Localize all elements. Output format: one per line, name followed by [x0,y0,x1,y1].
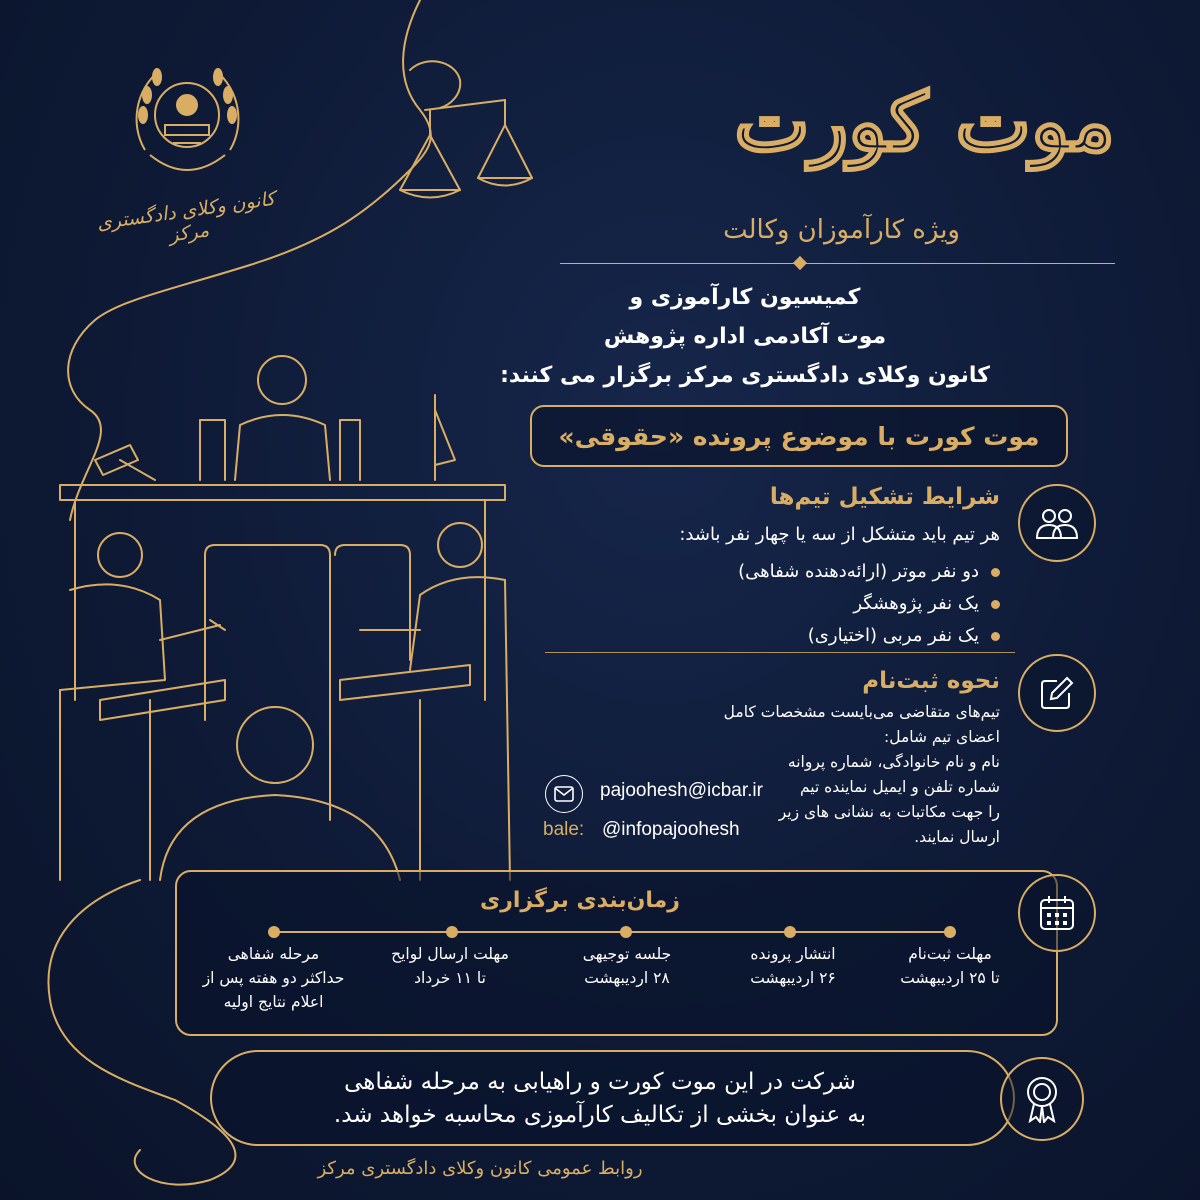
organizer-line-2: موت آکادمی اداره پژوهش [603,324,887,349]
bullet-icon [991,568,1000,577]
bale-label: bale: [543,819,585,840]
case-topic-banner [530,405,1068,467]
registration-instructions: تیم‌های متقاضی می‌بایست مشخصات کامل اعضای تیم شامل: نام و نام خانوادگی، شماره پروانه شماره تلفن و ایمیل نماینده تیم را جهت مکاتبات به نشانی های زیر ارسال نمایند. [723,703,1000,846]
bullet-icon [991,632,1000,641]
list-item: یک نفر پژوهشگر [500,588,1000,620]
teams-heading: شرایط تشکیل تیم‌ها [769,484,1000,510]
timeline-dot [784,926,796,938]
schedule-heading: زمان‌بندی برگزاری [480,888,680,913]
bale-handle-link[interactable]: @infopajoohesh [602,819,740,840]
timeline-item-briefing: جلسه توجیهی ۲۸ اردیبهشت [582,945,672,987]
edit-icon [1018,654,1096,732]
teams-description: هر تیم باید متشکل از سه یا چهار نفر باشد: [679,524,1000,545]
timeline-dot [268,926,280,938]
page-title: موت کورت [734,75,1115,169]
page-subtitle: ویژه کارآموزان وکالت [723,215,960,245]
calendar-icon [1018,874,1096,952]
bar-association-emblem-icon [125,55,250,195]
section-divider [545,652,1015,653]
timeline-item-registration: مهلت ثبت‌نام تا ۲۵ اردیبهشت [900,945,1000,987]
timeline-line [270,931,950,933]
notice-text: شرکت در این موت کورت و راهیابی به مرحله شفاهی به عنوان بخشی از تکالیف کارآموزی محاسبه خواهد شد. [333,1069,867,1128]
timeline-item-brief-deadline: مهلت ارسال لوایح تا ۱۱ خرداد [391,945,509,987]
registration-heading: نحوه ثبت‌نام [862,668,1000,694]
list-item: دو نفر موتر (ارائه‌دهنده شفاهی) [500,556,1000,588]
organization-name: کانون وکلای دادگستری مرکز [95,187,277,247]
timeline-dot [446,926,458,938]
footer-credit: روابط عمومی کانون وکلای دادگستری مرکز [317,1158,643,1179]
organizer-line-1: کمیسیون کارآموزی و [629,285,861,310]
teams-requirements-list [500,556,1000,652]
bullet-icon [991,600,1000,609]
list-item: یک نفر مربی (اختیاری) [500,620,1000,652]
timeline-item-oral-round: مرحله شفاهی حداکثر دو هفته پس از اعلام نتایج اولیه [202,945,345,1011]
award-medal-icon [1000,1057,1084,1141]
timeline-item-case-release: انتشار پرونده ۲۶ اردیبهشت [750,945,836,987]
contact-email-link[interactable]: pajoohesh@icbar.ir [600,780,763,801]
case-topic-text: موت کورت با موضوع پرونده «حقوقی» [558,421,1040,451]
mail-icon [545,775,583,813]
organizer-line-3: کانون وکلای دادگستری مرکز برگزار می کنند: [500,363,990,388]
timeline-dot [620,926,632,938]
users-icon [1018,484,1096,562]
timeline-dot [944,926,956,938]
title-divider [560,263,1115,264]
divider-ornament [793,256,807,270]
